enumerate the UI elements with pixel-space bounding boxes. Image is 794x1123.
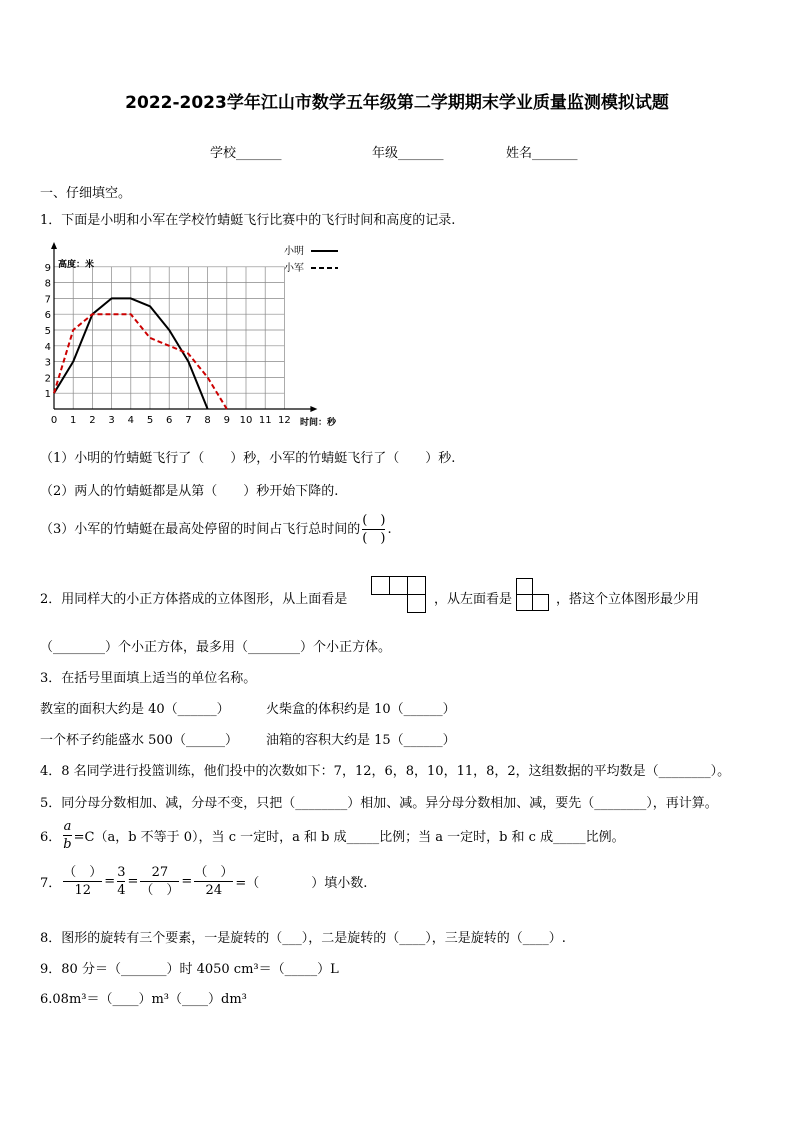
question-3-a: 教室的面积大约是 40（______） (40, 702, 230, 717)
x-tick-label: 2 (89, 415, 96, 426)
question-3-text: 3．在括号里面填上适当的单位名称。 (40, 671, 257, 686)
question-9-line-2: 6.08m³＝（____）m³（____）dm³ (40, 992, 247, 1007)
y-tick-label: 7 (44, 294, 51, 306)
fraction-4[interactable]: $\frac{( )}{24}$ (194, 865, 234, 898)
question-2-line-2: （________）个小正方体，最多用（________）个小正方体。 (40, 640, 392, 655)
y-tick-label: 8 (44, 278, 51, 290)
question-1-sub-3-text: （3）小军的竹蜻蜓在最高处停留的时间占飞行总时间的 (40, 522, 361, 537)
y-tick-label: 9 (44, 262, 51, 274)
x-tick-label: 8 (204, 415, 211, 426)
page-title: 2022-2023学年江山市数学五年级第二学期期末学业质量监测模拟试题 (125, 93, 669, 113)
question-1-sub-2: （2）两人的竹蜻蜓都是从第（ ）秒开始下降的. (40, 484, 339, 499)
y-axis-arrow (51, 242, 57, 249)
x-axis-arrow (310, 406, 317, 412)
question-6-label: 6． (40, 830, 62, 845)
grade-field[interactable]: 年级_______ (372, 146, 444, 161)
question-2-part-3: ，搭这个立体图形最少用 (556, 592, 700, 607)
x-tick-label: 11 (258, 415, 272, 426)
x-tick-label: 9 (223, 415, 230, 426)
fraction-1[interactable]: $\frac{( )}{12}$ (63, 865, 103, 898)
question-8: 8．图形的旋转有三个要素，一是旋转的（___），二是旋转的（____），三是旋转的（____）. (40, 931, 566, 946)
y-tick-label: 5 (44, 326, 51, 337)
question-6-rest: =C（a，b 不等于 0），当 c 一定时，a 和 b 成_____比例；当 a 一定时，b 和 c 成_____比例。 (73, 830, 625, 845)
question-9-line-1: 9．80 分＝（_______）时 4050 cm³＝（_____）L (40, 962, 339, 977)
question-1-sub-3 (40, 512, 392, 547)
question-3-d: 油箱的容积大约是 15（______） (266, 733, 456, 748)
fraction-a-over-b: $\frac{a}{b}$ (63, 819, 72, 852)
x-tick-label: 10 (239, 415, 253, 426)
flight-chart (38, 240, 358, 432)
y-tick-label: 3 (44, 357, 51, 369)
question-1-text: 1．下面是小明和小军在学校竹蜻蜓飞行比赛中的飞行时间和高度的记录. (40, 213, 456, 228)
x-tick-label: 12 (278, 415, 291, 426)
x-tick-label: 0 (50, 415, 58, 426)
equals-sign: = (127, 874, 139, 889)
legend-label-2: 小军 (284, 263, 304, 274)
y-tick-label: 4 (44, 341, 51, 353)
question-7-label: 7． (40, 876, 62, 891)
left-view-figure (516, 578, 556, 614)
question-7-rest: =（ ）填小数. (235, 876, 368, 891)
equals-sign: = (104, 874, 116, 889)
question-1-sub-1: （1）小明的竹蜻蜓飞行了（ ）秒，小军的竹蜻蜓飞行了（ ）秒. (40, 451, 456, 466)
question-1-sub-3-end: . (387, 522, 392, 537)
x-tick-label: 3 (108, 415, 115, 426)
name-field[interactable]: 姓名_______ (506, 146, 578, 161)
x-tick-label: 5 (146, 415, 154, 426)
question-6 (40, 818, 625, 853)
fraction-2: $\frac{3}{4}$ (117, 865, 126, 898)
x-tick-label: 4 (127, 415, 134, 426)
y-axis-label: 高度：米 (58, 260, 95, 270)
question-7 (40, 864, 367, 899)
question-2-part-1: 2．用同样大的小正方体搭成的立体图形，从上面看是 (40, 592, 348, 607)
x-tick-label: 6 (166, 415, 173, 426)
x-axis-label: 时间：秒 (300, 418, 337, 428)
question-4: 4．8 名同学进行投篮训练，他们投中的次数如下：7，12，6，8，10，11，8，2，这组数据的平均数是（________）。 (40, 764, 731, 779)
question-5: 5．同分母分数相加、减，分母不变，只把（________）相加、减。异分母分数相加、减，要先（________），再计算。 (40, 796, 718, 811)
school-field[interactable]: 学校_______ (210, 146, 282, 161)
blank-fraction[interactable]: $\frac{( )}{( )}$ (362, 513, 386, 546)
question-3-c: 一个杯子约能盛水 500（______） (40, 733, 238, 748)
equals-sign: = (181, 874, 193, 889)
y-tick-label: 1 (44, 389, 51, 401)
x-tick-label: 7 (185, 415, 192, 426)
question-3-b: 火柴盒的体积约是 10（______） (266, 702, 456, 717)
legend-label-1: 小明 (284, 246, 304, 257)
top-view-figure (371, 576, 431, 616)
section-heading: 一、仔细填空。 (40, 186, 132, 201)
question-2-part-2: ，从左面看是 (434, 592, 513, 607)
y-tick-label: 2 (44, 373, 51, 385)
fraction-3[interactable]: $\frac{27}{( )}$ (140, 865, 180, 898)
x-tick-label: 1 (70, 415, 77, 426)
y-tick-label: 6 (44, 310, 51, 322)
chart-grid (54, 267, 284, 409)
